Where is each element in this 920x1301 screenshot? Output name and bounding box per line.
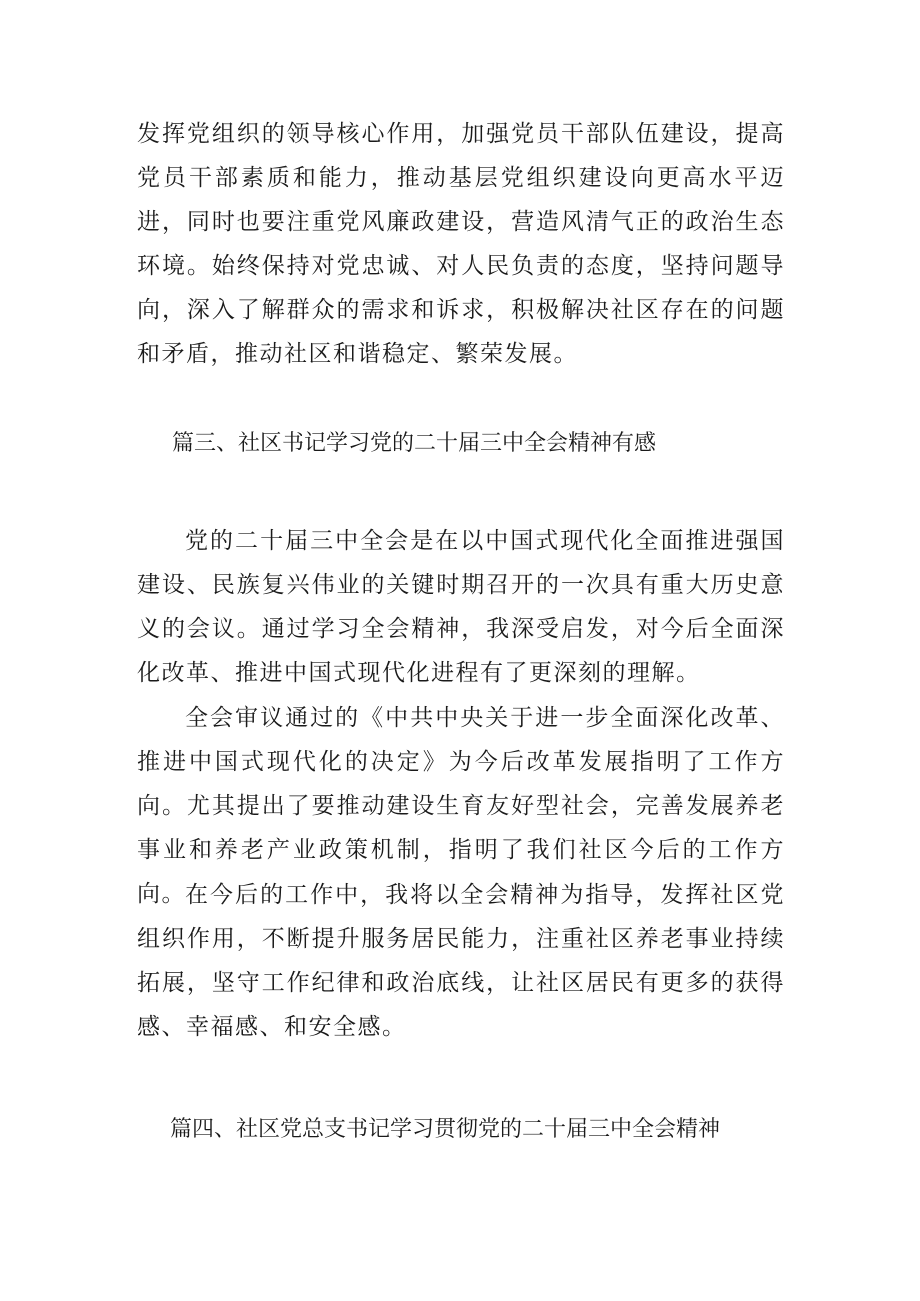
section-three-paragraph-1: 党的二十届三中全会是在以中国式现代化全面推进强国建设、民族复兴伟业的关键时期召开的一次具有重大历史意义的会议。通过学习全会精神，我深受启发，对今后全面深化改革、推进中国式现代化进程有了更深刻的理解。	[137, 528, 785, 686]
section-three-paragraph-3: 在今后的工作中，我将以全会精神为指导，发挥社区党组织作用，不断提升服务居民能力，注重社区养老事业持续拓展，坚守工作纪律和政治底线，让社区居民有更多的获得感、幸福感、和安全感。	[137, 882, 785, 1040]
continuation-paragraph: 发挥党组织的领导核心作用，加强党员干部队伍建设，提高党员干部素质和能力，推动基层党组织建设向更高水平迈进，同时也要注重党风廉政建设，营造风清气正的政治生态环境。始终保持对党忠诚、对人民负责的态度，坚持问题导向，深入了解群众的需求和诉求，积极解决社区存在的问题和矛盾，推动社区和谐稳定、繁荣发展。	[137, 121, 785, 367]
section-three-paragraph-2: 全会审议通过的《中共中央关于进一步全面深化改革、推进中国式现代化的决定》为今后改革发展指明了工作方向。尤其提出了要推动建设生育友好型社会，完善发展养老事业和养老产业政策机制，指明了我们社区今后的工作方向。	[137, 705, 785, 907]
section-three-heading: 篇三、社区书记学习党的二十届三中全会精神有感	[172, 431, 657, 456]
section-four-heading: 篇四、社区党总支书记学习贯彻党的二十届三中全会精神	[170, 1117, 721, 1142]
